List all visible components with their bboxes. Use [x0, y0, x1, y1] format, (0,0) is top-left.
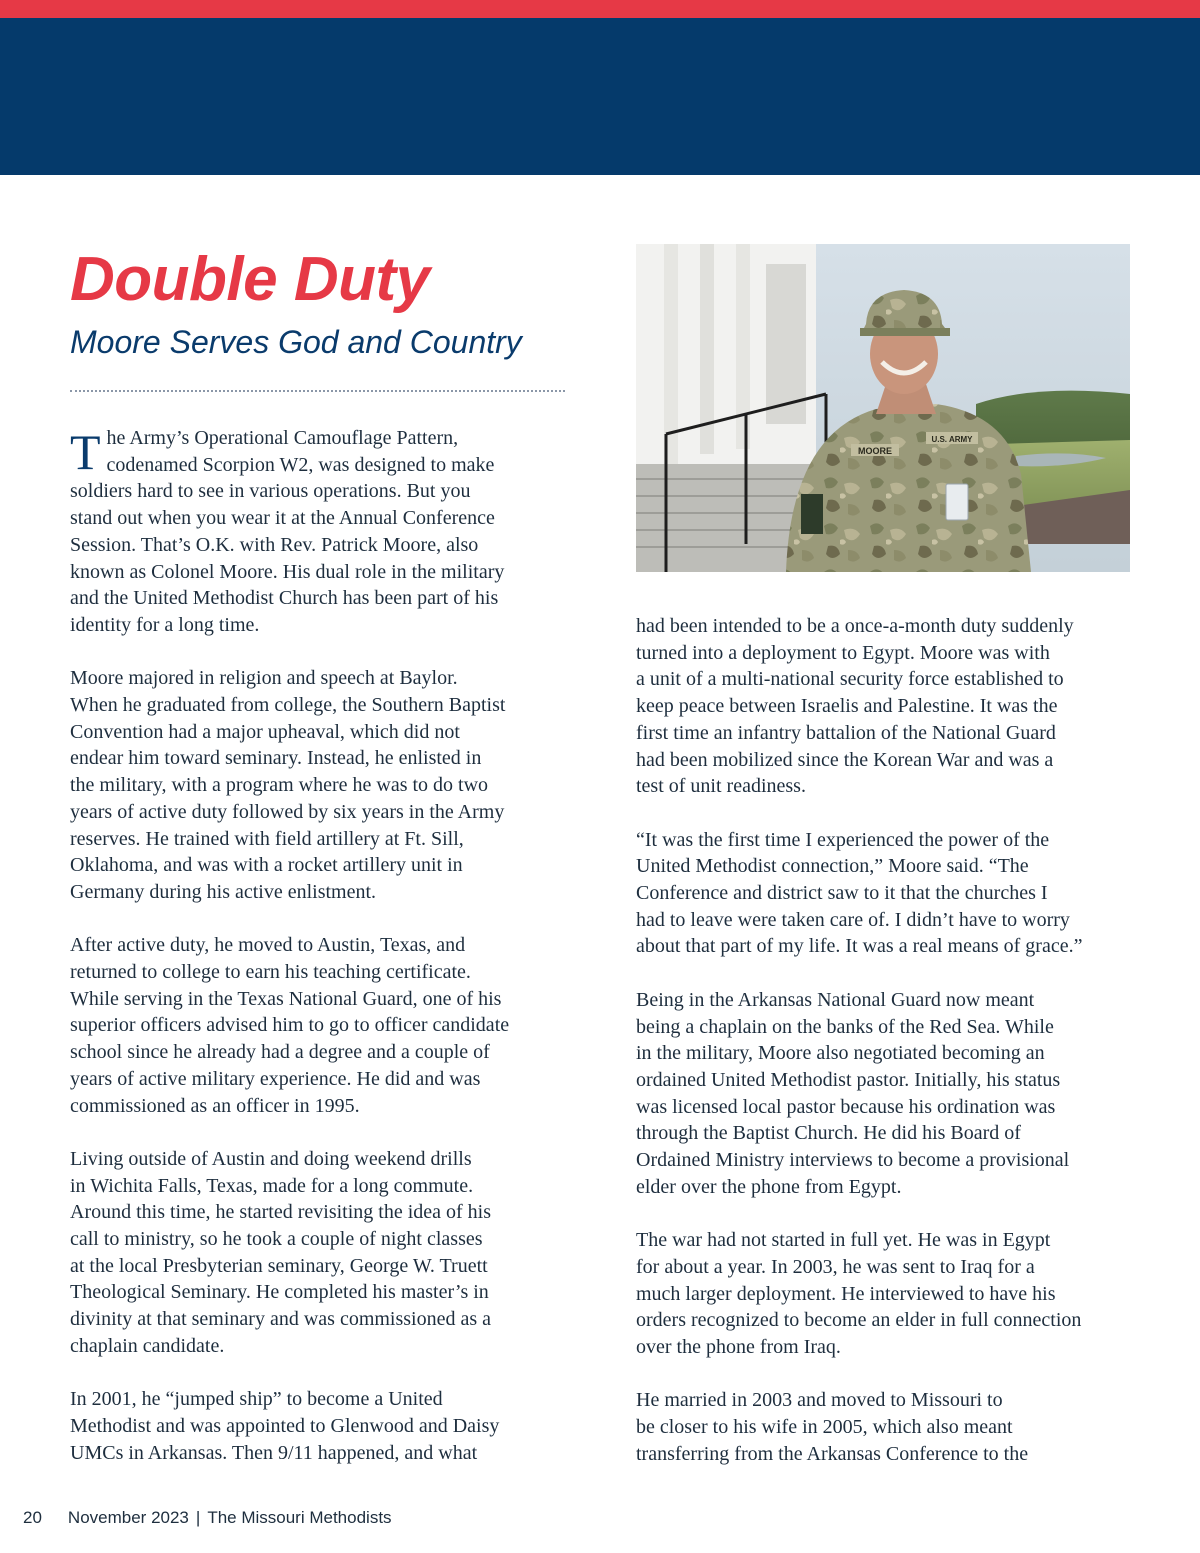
page-number: 20	[23, 1508, 42, 1527]
publication-name: The Missouri Methodists	[207, 1508, 392, 1527]
article-subtitle: Moore Serves God and Country	[70, 324, 522, 360]
name-tape: MOORE	[857, 446, 893, 456]
article-photo	[636, 244, 1130, 572]
header-navy-band	[0, 18, 1200, 175]
paragraph-4: Living outside of Austin and doing weekend drills in Wichita Falls, Texas, made for a long commute. Around this time, he started revisiting the idea of his call to ministry, so he took a couple of night classes at the local Presbyterian seminary, George W. Truett Theological Seminary. He completed his master’s in divinity at that seminary and was commissioned as a chaplain candidate.	[70, 1147, 492, 1357]
paragraph-9: The war had not started in full yet. He was in Egypt for about a year. In 2003, he was sent to Iraq for a much larger deployment. He interviewed to have his orders recognized to become an elder in full connection over the phone from Iraq.	[636, 1229, 1082, 1358]
dotted-divider	[70, 390, 565, 392]
page-footer	[23, 1507, 392, 1529]
paragraph-8: Being in the Arkansas National Guard now meant being a chaplain on the banks of the Red Sea. While in the military, Moore also negotiated becoming an ordained United Methodist pastor. Initially, his status was licensed local pastor because his ordination was through the Baptist Church. He did his Board of Ordained Ministry interviews to become a provisional elder over the phone from Egypt.	[636, 988, 1070, 1198]
footer-separator: |	[195, 1508, 201, 1527]
paragraph-1	[70, 425, 570, 639]
paragraph-7: “It was the first time I experienced the power of the United Methodist connection,” Moore said. “The Conference and district saw to it that the churches I had to leave were taken care of. I didn’t have to worry about that part of my life. It was a real means of grace.”	[636, 828, 1083, 958]
article-title: Double Duty	[70, 245, 430, 314]
paragraph-10: He married in 2003 and moved to Missouri to be closer to his wife in 2005, which also meant transferring from the Arkansas Conference to the	[636, 1389, 1029, 1465]
right-column	[636, 613, 1136, 1467]
service-tape: U.S. ARMY	[931, 435, 973, 444]
paragraph-1-text: he Army’s Operational Camouflage Pattern, codenamed Scorpion W2, was designed to make soldiers hard to see in various operations. But you stand out when you wear it at the Annual Conference Session. That’s O.K. with Rev. Patrick Moore, also known as Colonel Moore. His dual role in the military and the United Methodist Church has been part of his identity for a long time.	[70, 427, 505, 636]
issue-date: November 2023	[67, 1508, 189, 1527]
paragraph-5: In 2001, he “jumped ship” to become a United Methodist and was appointed to Glenwood and Daisy UMCs in Arkansas. Then 9/11 happened, and what	[70, 1388, 500, 1464]
left-column	[70, 425, 570, 1466]
drop-cap: T	[70, 424, 101, 480]
paragraph-3: After active duty, he moved to Austin, Texas, and returned to college to earn his teaching certificate. While serving in the Texas National Guard, one of his superior officers advised him to go to officer candidate school since he already had a degree and a couple of years of active military experience. He did and was commissioned as an officer in 1995.	[70, 934, 510, 1117]
paragraph-2: Moore majored in religion and speech at Baylor. When he graduated from college, the Southern Baptist Convention had a major upheaval, which did not endear him toward seminary. Instead, he enlisted in the military, with a program where he was to do two years of active duty followed by six years in the Army reserves. He trained with field artillery at Ft. Sill, Oklahoma, and was with a rocket artillery unit in Germany during his active enlistment.	[70, 667, 506, 903]
top-red-stripe	[0, 0, 1200, 18]
paragraph-6: had been intended to be a once-a-month duty suddenly turned into a deployment to Egypt. Moore was with a unit of a multi-national security force established to keep peace between Israelis and Palestine. It was the first time an infantry battalion of the National Guard had been mobilized since the Korean War and was a test of unit readiness.	[636, 615, 1074, 798]
